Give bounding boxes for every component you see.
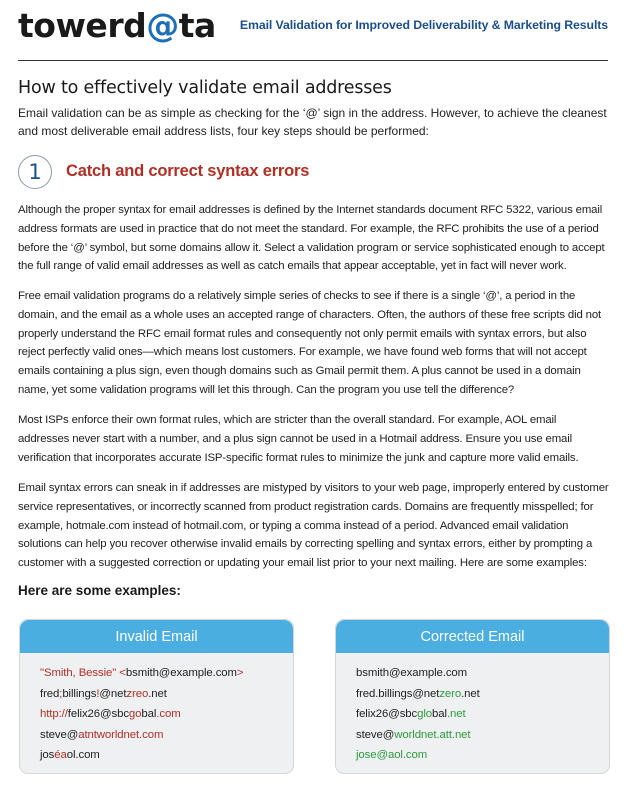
error-highlight: < — [119, 667, 126, 679]
email-text: .net — [148, 687, 167, 700]
email-example-item — [356, 663, 609, 684]
email-text: fred.billings@net — [356, 687, 440, 700]
corrected-email-card-title: Corrected Email — [336, 620, 609, 653]
intro-paragraph: Email validation can be as simple as checking for the ‘@’ sign in the address. However, to achieve the cleanest and most deliverable email address lists, four key steps should be performed: — [18, 106, 607, 138]
email-text: fred — [40, 687, 60, 700]
logo-text-prefix: towerd — [18, 6, 147, 45]
error-highlight: atntworldnet.com — [78, 728, 164, 741]
error-highlight: .com — [156, 708, 181, 721]
header-tagline: Email Validation for Improved Deliverability & Marketing Results — [239, 18, 608, 32]
invalid-email-list — [20, 653, 293, 766]
step-number-badge: 1 — [18, 155, 52, 189]
body-paragraph-2: Free email validation programs do a relatively simple series of checks to see if there is a single ‘@’, a period in the domain, and the email as a whole uses an accepted range of characters. Often, the authors of these free scripts did not properly understand the RFC email format rules and consequently not only permit emails with syntax errors, but also reject perfectly valid ones—which means lost customers. For example, we have found web forms that will not accept emails containing a plus sign, even though domains such as Gmail permit them. A plus cannot be used in a domain name, yet some validation programs will let this through. Can the program you use tell the difference? — [18, 290, 602, 396]
email-example-item — [40, 663, 293, 684]
logo-at-sign: @ — [146, 6, 179, 45]
logo-text-suffix: ta — [178, 6, 216, 45]
email-text: steve@ — [356, 728, 395, 741]
invalid-email-card — [19, 619, 294, 774]
email-example-item — [356, 704, 609, 725]
email-text: felix26@sbc — [356, 708, 418, 721]
error-highlight: go — [128, 708, 142, 721]
correction-highlight: .net — [446, 708, 466, 721]
page-title: How to effectively validate email addresses — [18, 78, 392, 98]
email-text: ol.com — [66, 749, 100, 762]
email-example-item — [356, 725, 609, 746]
body-paragraph-3: Most ISPs enforce their own format rules, which are stricter than the overall standard. For example, AOL email addresses never start with a number, and a plus sign cannot be used in a Hotmail address. Ensure you use email verification that incorporates accurate ISP-specific format rules to minimize the junk and capture more valid emails. — [18, 414, 579, 464]
email-example-item — [40, 684, 293, 705]
correction-highlight: worldnet.att.net — [394, 728, 471, 741]
email-text: bsmith@example.com — [125, 667, 237, 679]
invalid-email-card-title: Invalid Email — [20, 620, 293, 653]
error-highlight: éa — [54, 749, 67, 762]
email-text: steve@ — [40, 728, 79, 741]
email-text: bal — [141, 708, 157, 721]
correction-highlight: jose@aol.com — [356, 749, 428, 762]
email-text: bal — [432, 708, 447, 721]
error-highlight: http:// — [40, 708, 68, 721]
email-text: billings — [62, 687, 97, 700]
email-example-item — [40, 745, 293, 766]
body-paragraph-4: Email syntax errors can sneak in if addresses are mistyped by visitors to your web page, improperly entered by customer service representatives, or incorrectly scanned from product registration cards. Domains are frequently misspelled; for example, hotmale.com instead of hotmail.com, or typing a comma instead of a period. Advanced email validation solutions can help you recover otherwise invalid emails by correcting spelling and syntax errors, either by prompting a customer with a suggested correction or updating your email list prior to your next mailing. Here are some examples: — [18, 482, 609, 570]
email-text: .net — [461, 687, 480, 700]
error-highlight: ; — [59, 687, 63, 700]
examples-heading: Here are some examples: — [18, 583, 181, 598]
error-highlight: ! — [96, 687, 100, 700]
body-paragraph-1: Although the proper syntax for email addresses is defined by the Internet standards document RFC 5322, various email address formats are used in practice that do not meet the standard. For example, the RFC prohibits the use of a period before the ‘@’ symbol, but some domains allow it. Select a validation program or service sophisticated enough to accept the full range of valid email addresses as well as catch emails that appear acceptable, yet in fact will never work. — [18, 204, 605, 273]
error-highlight: > — [236, 667, 244, 679]
correction-highlight: glo — [417, 708, 433, 721]
correction-highlight: zero — [439, 687, 462, 700]
towerdata-logo[interactable] — [18, 8, 216, 44]
error-highlight: "Smith, Bessie" — [40, 667, 120, 679]
email-text: felix26@sbc — [67, 708, 129, 721]
email-example-item — [40, 704, 293, 725]
corrected-email-list — [336, 653, 609, 766]
email-example-item — [356, 745, 609, 766]
page-header — [18, 8, 608, 61]
email-example-item — [356, 684, 609, 705]
corrected-email-card — [335, 619, 610, 774]
email-text: @net — [99, 687, 127, 700]
email-text: jos — [40, 749, 55, 762]
step-title: Catch and correct syntax errors — [66, 162, 310, 180]
error-highlight: zreo — [126, 687, 149, 700]
email-example-item — [40, 725, 293, 746]
email-text: bsmith@example.com — [356, 667, 468, 679]
